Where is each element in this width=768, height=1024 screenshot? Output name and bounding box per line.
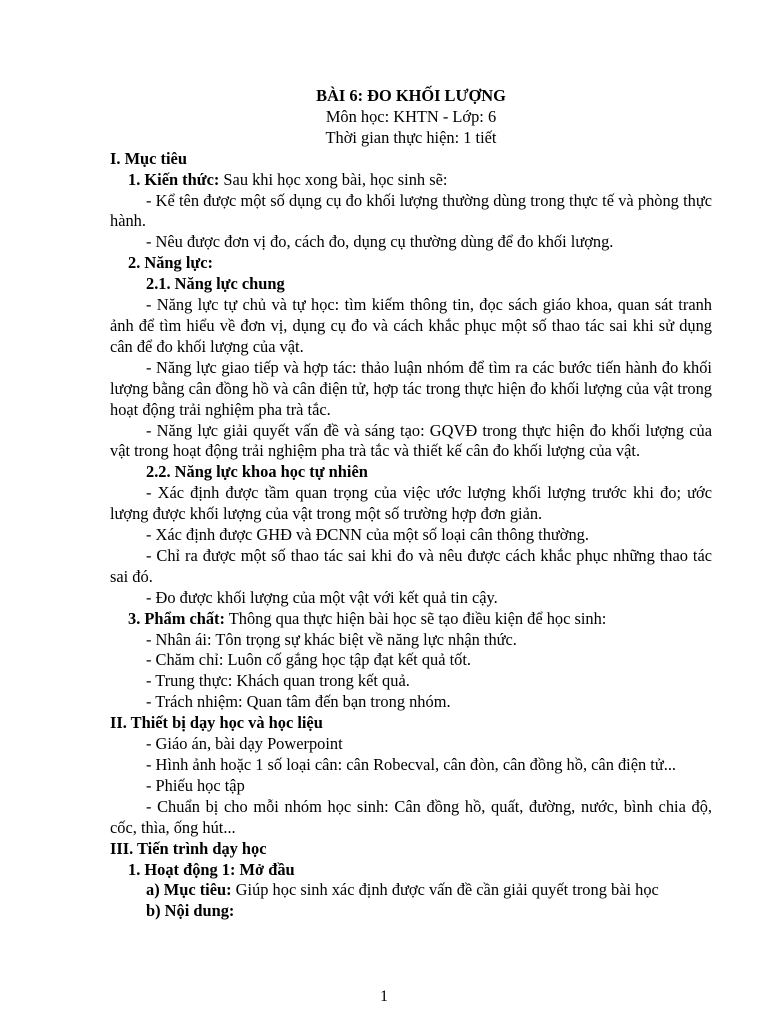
general-competence-item: - Năng lực tự chủ và tự học: tìm kiếm thông tin, đọc sách giáo khoa, quan sát tranh ảnh để tìm hiểu về đơn vị, dụng cụ đo và cách khắc phục một số thao tác sai khi sử dụng cân để đo khối lượng của vật. (110, 295, 712, 356)
science-competence-item: - Xác định được tầm quan trọng của việc ước lượng khối lượng trước khi đo; ước lượng được khối lượng của vật trong một số trường hợp đơn giản. (110, 483, 712, 524)
subject-line: Môn học: KHTN - Lớp: 6 (325, 106, 497, 126)
section-process-heading: III. Tiến trình dạy học (110, 838, 267, 858)
objective-line (110, 880, 712, 901)
quality-item: - Trách nhiệm: Quan tâm đến bạn trong nhóm. (146, 692, 451, 712)
science-competence-item: - Đo được khối lượng của một vật với kết quả tin cậy. (146, 587, 498, 607)
quality-item: - Chăm chỉ: Luôn cố gắng học tập đạt kết quả tốt. (146, 650, 471, 670)
knowledge-line (110, 170, 712, 191)
knowledge-intro: Sau khi học xong bài, học sinh sẽ: (219, 169, 448, 189)
knowledge-label: 1. Kiến thức: (128, 169, 220, 189)
section-objectives-heading: I. Mục tiêu (110, 148, 187, 168)
quality-label: 3. Phẩm chất: (128, 608, 225, 628)
activity-heading: 1. Hoạt động 1: Mở đầu (128, 859, 295, 879)
knowledge-item: - Nêu được đơn vị đo, cách đo, dụng cụ thường dùng để đo khối lượng. (146, 232, 614, 252)
quality-intro: Thông qua thực hiện bài học sẽ tạo điều kiện để học sinh: (224, 608, 607, 628)
general-competence-item: - Năng lực giải quyết vấn đề và sáng tạo: GQVĐ trong thực hiện đo khối lượng của vật trong hoạt động trải nghiệm pha trà tắc và thiết kế cân đo khối lượng của vật. (110, 420, 712, 461)
equipment-item: - Giáo án, bài dạy Powerpoint (146, 734, 343, 754)
science-competence-item: - Chỉ ra được một số thao tác sai khi đo và nêu được cách khắc phục những thao tác sai đó. (110, 545, 712, 586)
page-number: 1 (380, 988, 388, 1005)
science-competence-heading: 2.2. Năng lực khoa học tự nhiên (146, 462, 368, 482)
objective-label: a) Mục tiêu: (146, 880, 232, 900)
lesson-title: BÀI 6: ĐO KHỐI LƯỢNG (316, 86, 506, 105)
quality-line (110, 609, 712, 630)
quality-item: - Nhân ái: Tôn trọng sự khác biệt về năng lực nhận thức. (146, 629, 517, 649)
knowledge-item: - Kể tên được một số dụng cụ đo khối lượng thường dùng trong thực tế và phòng thực hành. (110, 190, 712, 231)
equipment-item: - Chuẩn bị cho mỗi nhóm học sinh: Cân đồng hồ, quất, đường, nước, bình chia độ, cốc, thìa, ống hút... (110, 796, 712, 837)
objective-text: Giúp học sinh xác định được vấn đề cần giải quyết trong bài học (231, 880, 659, 900)
general-competence-item: - Năng lực giao tiếp và hợp tác: thảo luận nhóm để tìm ra các bước tiến hành đo khối lượng bằng cân đồng hồ và cân điện tử, hợp tác trong thực hiện đo khối lượng của vật trong hoạt động trải nghiệm pha trà tắc. (110, 357, 712, 419)
content-label: b) Nội dung: (146, 901, 235, 921)
science-competence-item: - Xác định được GHĐ và ĐCNN của một số loại cân thông thường. (146, 525, 589, 545)
general-competence-heading: 2.1. Năng lực chung (146, 274, 285, 294)
equipment-item: - Hình ảnh hoặc 1 số loại cân: cân Robecval, cân đòn, cân đồng hồ, cân điện tử... (146, 755, 677, 774)
equipment-item: - Phiếu học tập (146, 775, 245, 795)
section-equipment-heading: II. Thiết bị dạy học và học liệu (110, 713, 323, 733)
duration-line: Thời gian thực hiện: 1 tiết (325, 127, 497, 147)
competence-heading: 2. Năng lực: (128, 253, 213, 273)
document-body (110, 86, 712, 922)
quality-item: - Trung thực: Khách quan trong kết quả. (146, 671, 410, 691)
